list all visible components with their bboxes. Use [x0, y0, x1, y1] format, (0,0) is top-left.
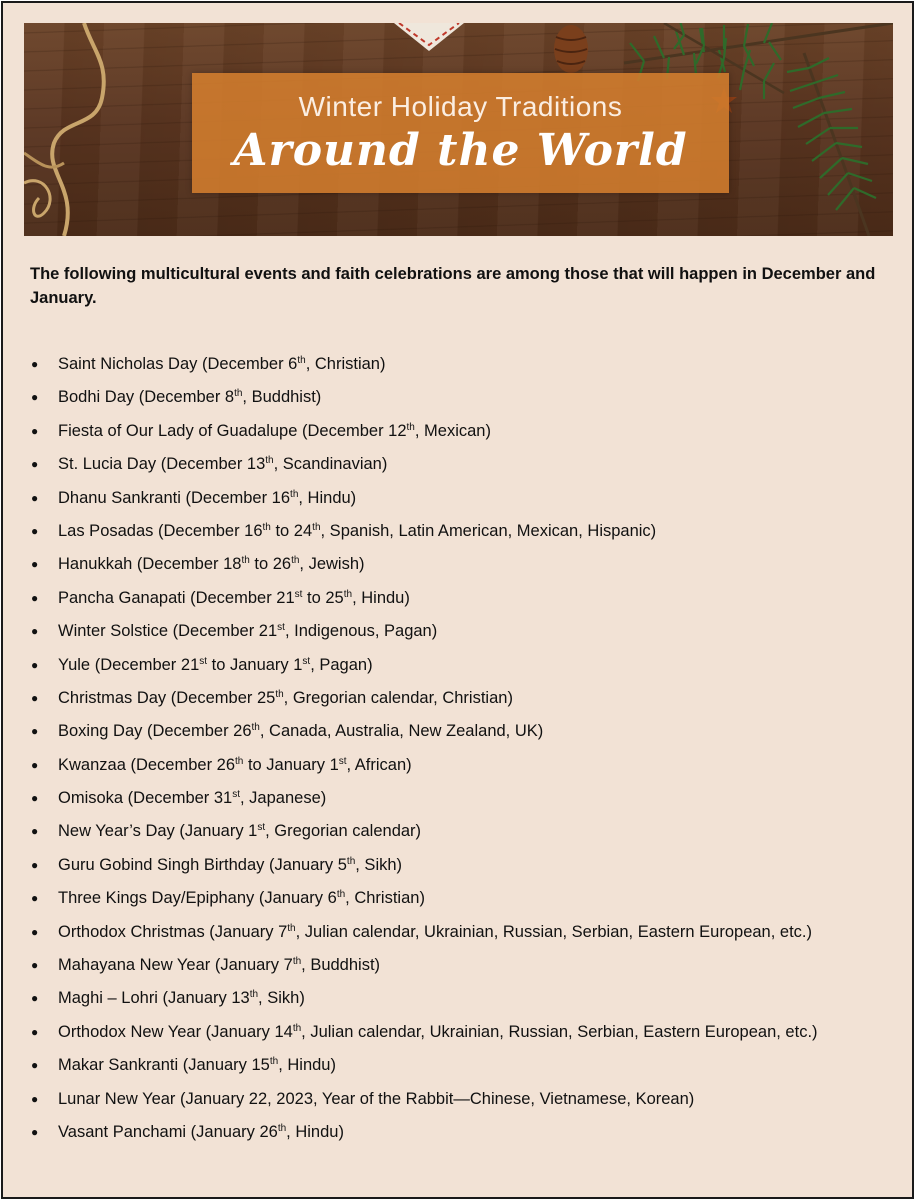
bullet-icon: ●	[31, 1058, 39, 1073]
list-item	[27, 782, 887, 815]
document-page	[1, 1, 914, 1199]
event-text-after: , Spanish, Latin American, Mexican, Hispanic)	[320, 521, 657, 540]
event-text-before: Winter Solstice (December 21	[58, 622, 278, 641]
event-text-mid: , Sikh)	[355, 855, 403, 874]
list-item	[27, 1083, 887, 1116]
event-text-mid: , Hindu)	[286, 1122, 344, 1141]
event-text-before: Bodhi Day (December 8	[58, 388, 235, 407]
bullet-icon: ●	[31, 523, 39, 538]
list-item	[27, 682, 887, 715]
list-item	[27, 982, 887, 1015]
list-item	[27, 749, 887, 782]
event-text-sup2: th	[312, 521, 321, 533]
event-text-before: Kwanzaa (December 26	[58, 755, 236, 774]
bullet-icon: ●	[31, 891, 39, 906]
list-item	[27, 815, 887, 848]
bullet-icon: ●	[31, 357, 39, 371]
event-text-sup1: th	[346, 855, 356, 867]
list-item	[27, 949, 887, 982]
twine-graphic	[52, 23, 104, 236]
event-text-sup1: st	[199, 655, 208, 667]
event-text-mid: , Hindu)	[278, 1056, 336, 1075]
event-text-sup1: th	[292, 1022, 302, 1034]
event-text-sup2: th	[343, 588, 353, 600]
event-text-mid: , Christian)	[345, 889, 425, 908]
event-text-mid: , Gregorian calendar)	[265, 822, 422, 841]
event-text-sup1: th	[235, 755, 244, 767]
event-text-sup1: st	[277, 622, 285, 634]
bullet-icon: ●	[31, 958, 39, 973]
bullet-icon: ●	[31, 624, 39, 639]
bullet-icon: ●	[31, 1124, 39, 1139]
event-text-before: New Year’s Day (January 1	[58, 822, 258, 841]
event-text-sup1: th	[277, 1122, 287, 1134]
list-item	[27, 548, 887, 581]
event-text-sup1: st	[232, 789, 241, 801]
events-list	[27, 348, 887, 1149]
event-text-sup2: st	[338, 755, 347, 767]
event-text-mid: to January 1	[207, 655, 303, 674]
event-text-sup1: th	[406, 421, 415, 433]
event-text-sup1: th	[275, 688, 284, 700]
event-text-before: Maghi – Lohri (January 13	[58, 989, 250, 1008]
event-text-sup1: st	[257, 822, 266, 834]
event-text-before: Guru Gobind Singh Birthday (January 5	[58, 855, 347, 874]
event-text-sup1: th	[336, 889, 346, 901]
bullet-icon: ●	[31, 757, 39, 772]
event-text-before: Makar Sankranti (January 15	[58, 1056, 270, 1075]
event-text-before: Yule (December 21	[58, 655, 200, 674]
event-text-mid: , Buddhist)	[301, 956, 381, 975]
event-text-sup1: th	[251, 722, 260, 734]
event-text-before: Hanukkah (December 18	[58, 555, 242, 574]
bullet-icon: ●	[31, 690, 39, 705]
event-text-mid: , Julian calendar, Ukrainian, Russian, Serbian, Eastern European, etc.)	[295, 922, 812, 941]
bullet-icon: ●	[31, 557, 39, 572]
list-item	[27, 649, 887, 682]
event-text-sup1: th	[269, 1056, 279, 1068]
event-text-before: Omisoka (December 31	[58, 789, 233, 808]
bullet-icon: ●	[31, 724, 39, 739]
event-text-before: Dhanu Sankranti (December 16	[58, 488, 291, 507]
list-item	[27, 1116, 887, 1149]
list-item	[27, 582, 887, 615]
pinecone-graphic	[554, 25, 588, 73]
event-text-mid: , Indigenous, Pagan)	[284, 622, 438, 641]
event-text-sup1: th	[297, 355, 306, 366]
event-text-mid: to 25	[302, 588, 344, 607]
list-item	[27, 515, 887, 548]
header-banner	[24, 23, 893, 236]
list-item	[27, 482, 887, 515]
event-text-before: Orthodox Christmas (January 7	[58, 922, 288, 941]
event-text-mid: to 24	[270, 521, 313, 540]
event-text-sup2: th	[291, 555, 300, 567]
event-text-sup1: th	[290, 488, 299, 500]
event-text-mid: , Scandinavian)	[273, 455, 388, 474]
event-text-sup2: st	[302, 655, 311, 667]
event-text-mid: , Mexican)	[414, 421, 491, 440]
event-text-mid: , Japanese)	[240, 789, 327, 808]
event-text-mid: , Hindu)	[298, 488, 357, 507]
event-text-before: Three Kings Day/Epiphany (January 6	[58, 889, 337, 908]
bullet-icon: ●	[31, 791, 39, 806]
bullet-icon: ●	[31, 824, 39, 839]
event-text-after: , Jewish)	[299, 555, 365, 574]
bullet-icon: ●	[31, 490, 39, 505]
event-text-mid: , Julian calendar, Ukrainian, Russian, Serbian, Eastern European, etc.)	[301, 1022, 818, 1041]
event-text-before: Christmas Day (December 25	[58, 688, 276, 707]
bullet-icon: ●	[31, 590, 39, 605]
event-text-before: Pancha Ganapati (December 21	[58, 588, 295, 607]
bullet-icon: ●	[31, 657, 39, 672]
banner-title-box	[192, 73, 729, 193]
list-item	[27, 615, 887, 648]
bullet-icon: ●	[31, 1024, 39, 1039]
list-item	[27, 916, 887, 949]
event-text-sup1: th	[265, 455, 274, 467]
event-text-before: Lunar New Year (January 22, 2023, Year of the Rabbit—Chinese, Vietnamese, Korean)	[58, 1089, 695, 1108]
bullet-icon: ●	[31, 390, 39, 405]
event-text-mid: , Christian)	[305, 355, 386, 373]
bullet-icon: ●	[31, 457, 39, 472]
list-item	[27, 1049, 887, 1082]
list-item	[27, 1016, 887, 1049]
event-text-after: , Pagan)	[310, 655, 373, 674]
event-text-sup1: st	[294, 588, 303, 600]
event-text-mid: to January 1	[243, 755, 339, 774]
intro-paragraph: The following multicultural events and faith celebrations are among those that will happen in December and January.	[30, 265, 876, 307]
list-item	[27, 415, 887, 448]
event-text-mid: , Gregorian calendar, Christian)	[283, 688, 513, 707]
event-text-sup1: th	[292, 956, 302, 968]
event-text-sup1: th	[262, 521, 271, 533]
event-text-before: Las Posadas (December 16	[58, 521, 263, 540]
event-text-before: Orthodox New Year (January 14	[58, 1022, 293, 1041]
event-text-after: , African)	[346, 755, 412, 774]
list-item	[27, 849, 887, 882]
event-text-sup1: th	[287, 922, 296, 934]
event-text-before: Saint Nicholas Day (December 6	[58, 355, 298, 373]
event-text-before: Vasant Panchami (January 26	[58, 1122, 278, 1141]
event-text-before: Boxing Day (December 26	[58, 722, 252, 741]
event-text-before: St. Lucia Day (December 13	[58, 455, 266, 474]
event-text-sup1: th	[249, 989, 259, 1001]
event-text-mid: , Buddhist)	[242, 388, 322, 407]
list-item	[27, 882, 887, 915]
list-item	[27, 715, 887, 748]
event-text-mid: to 26	[249, 555, 292, 574]
bullet-icon: ●	[31, 423, 39, 438]
event-text-sup1: th	[241, 555, 250, 567]
event-text-mid: , Canada, Australia, New Zealand, UK)	[259, 722, 544, 741]
list-item	[27, 448, 887, 481]
event-text-before: Mahayana New Year (January 7	[58, 956, 293, 975]
event-text-after: , Hindu)	[352, 588, 410, 607]
banner-title-line2: Around the World	[233, 125, 688, 176]
event-text-before: Fiesta of Our Lady of Guadalupe (December 12	[58, 421, 407, 440]
bullet-icon: ●	[31, 1091, 39, 1106]
list-item	[27, 381, 887, 414]
bullet-icon: ●	[31, 924, 39, 939]
bullet-icon: ●	[31, 991, 39, 1006]
list-item	[27, 348, 887, 381]
event-text-mid: , Sikh)	[258, 989, 305, 1008]
bullet-icon: ●	[31, 857, 39, 872]
banner-title-line1: Winter Holiday Traditions	[298, 91, 623, 122]
event-text-sup1: th	[234, 388, 243, 400]
